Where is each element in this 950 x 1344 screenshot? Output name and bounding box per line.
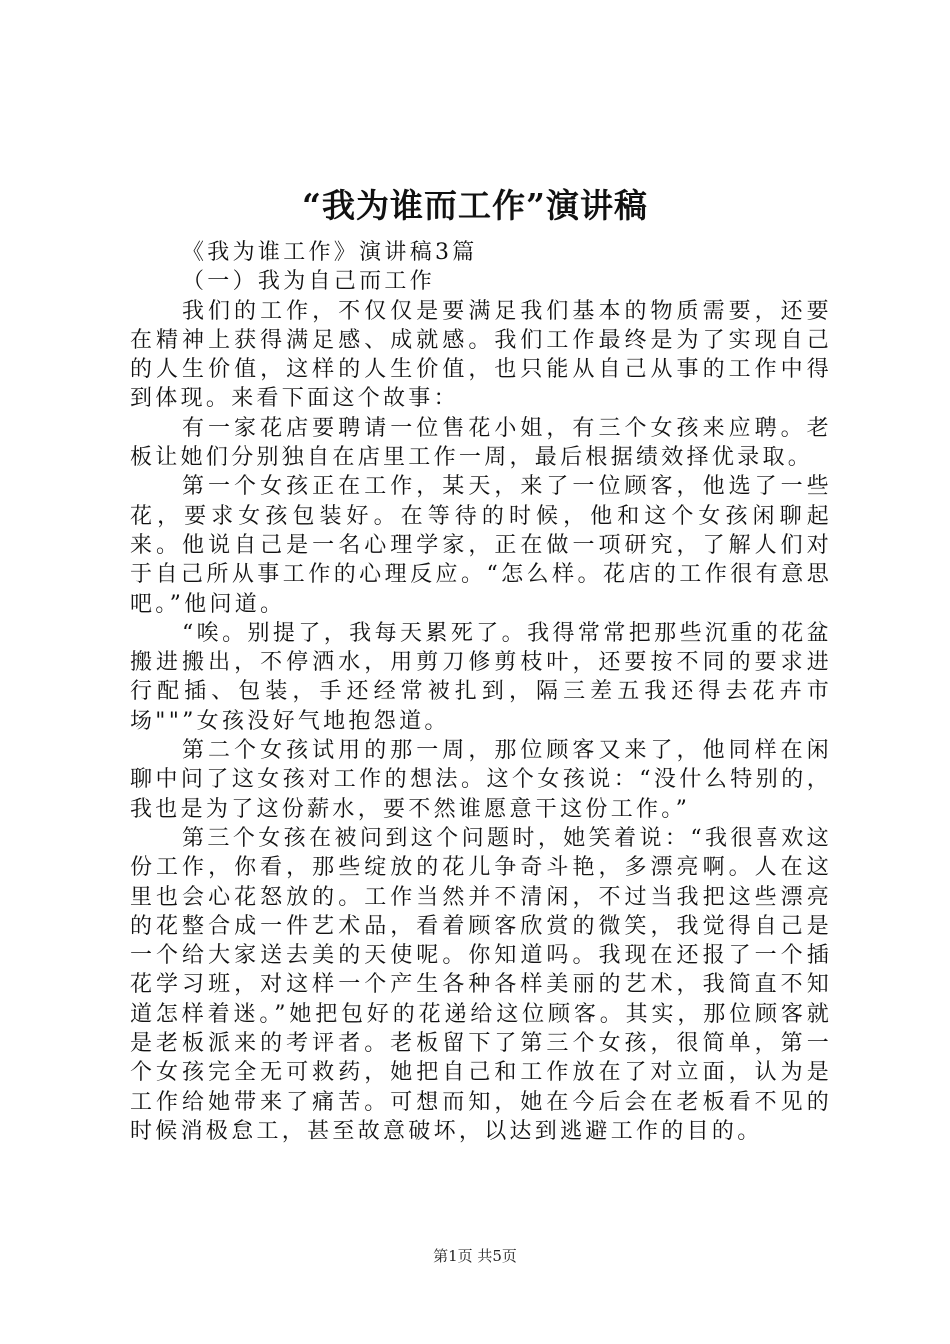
- page-footer: [0, 1245, 950, 1267]
- document-title: “我为谁而工作”演讲稿: [302, 186, 648, 225]
- subtitle-paragraph: 《我为谁工作》演讲稿3篇: [182, 240, 478, 265]
- body-paragraph: “唉。别提了，我每天累死了。我得常常把那些沉重的花盆搬进搬出，不停洒水，用剪刀修剪枝叶，还要按不同的要求进行配插、包装，手还经常被扎到，隔三差五我还得去花卉市场""”女孩没好气地抱怨道。: [130, 620, 832, 734]
- body-paragraph: 第三个女孩在被问到这个问题时，她笑着说：“我很喜欢这份工作，你看，那些绽放的花儿争奇斗艳，多漂亮啊。人在这里也会心花怒放的。工作当然并不清闲，不过当我把这些漂亮的花整合成一件艺术品，看着顾客欣赏的微笑，我觉得自己是一个给大家送去美的天使呢。你知道吗。我现在还报了一个插花学习班，对这样一个产生各种各样美丽的艺术，我简直不知道怎样着迷。”她把包好的花递给这位顾客。其实，那位顾客就是老板派来的考评者。老板留下了第三个女孩，很简单，第一个女孩完全无可救药，她把自己和工作放在了对立面，认为是工作给她带来了痛苦。可想而知，她在今后会在老板看不见的时候消极怠工，甚至故意破坏，以达到逃避工作的目的。: [130, 825, 832, 1144]
- body-paragraph: 有一家花店要聘请一位售花小姐，有三个女孩来应聘。老板让她们分别独自在店里工作一周，最后根据绩效择优录取。: [130, 415, 832, 471]
- document-body: [130, 238, 832, 1146]
- body-paragraph: 第一个女孩正在工作，某天，来了一位顾客，他选了一些花，要求女孩包装好。在等待的时候，他和这个女孩闲聊起来。他说自己是一名心理学家，正在做一项研究，了解人们对于自己所从事工作的心理反应。“怎么样。花店的工作很有意思吧。”他问道。: [130, 474, 832, 617]
- page-number: 第1页 共5页: [433, 1247, 517, 1265]
- body-paragraph: 第二个女孩试用的那一周，那位顾客又来了，他同样在闲聊中问了这女孩对工作的想法。这个女孩说：“没什么特别的，我也是为了这份薪水，要不然谁愿意干这份工作。”: [130, 738, 832, 822]
- body-paragraph: 我们的工作，不仅仅是要满足我们基本的物质需要，还要在精神上获得满足感、成就感。我们工作最终是为了实现自己的人生价值，这样的人生价值，也只能从自己从事的工作中得到体现。来看下面这个故事：: [130, 298, 832, 412]
- section-heading: （一）我为自己而工作: [182, 269, 436, 295]
